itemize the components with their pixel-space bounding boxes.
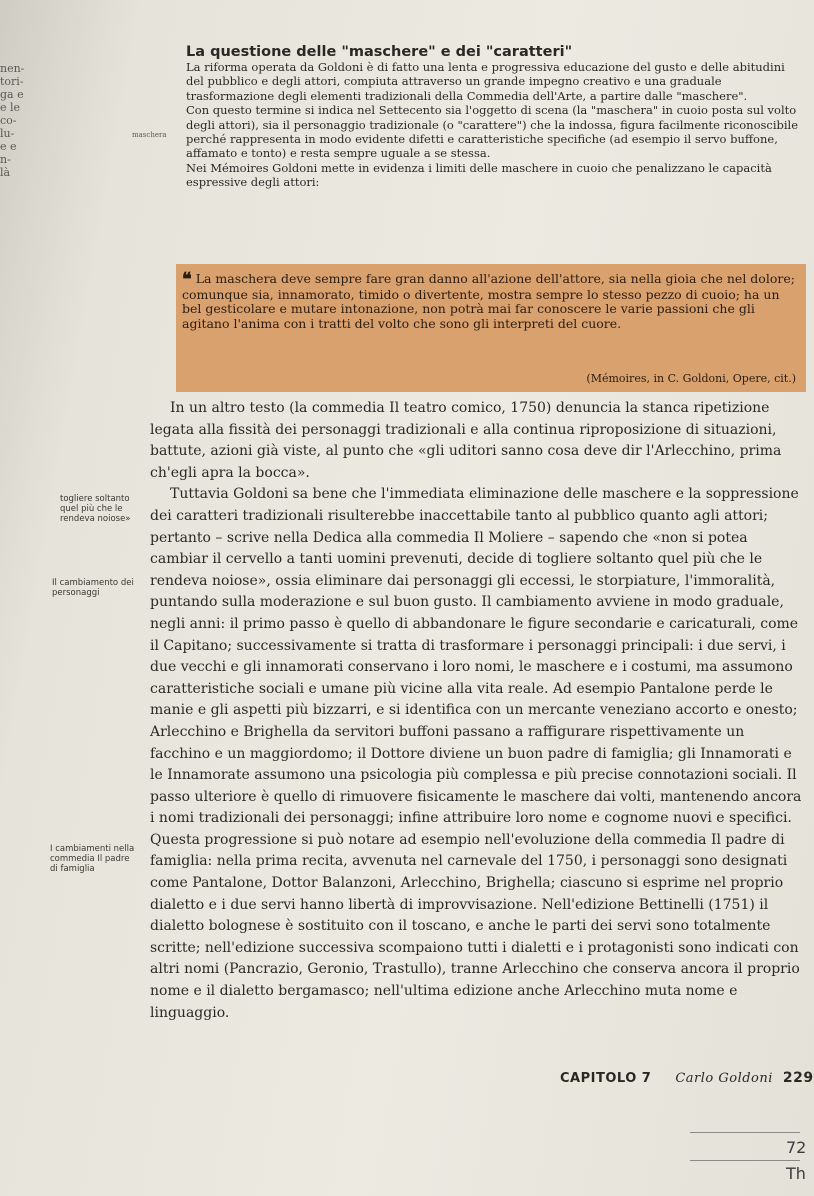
quote-box (176, 264, 806, 392)
margin-tag-maschera: maschera (132, 131, 167, 139)
ruled-line (690, 1132, 800, 1133)
previous-page-bleed (0, 62, 60, 179)
margin-note: togliere soltanto quel più che le rendeva noiose» (60, 494, 131, 524)
page-number: 229 (782, 1070, 814, 1086)
body-paragraph: Tuttavia Goldoni sa bene che l'immediata eliminazione delle maschere e la soppressione dei caratteri tradizionali risulterebbe inaccettabile tanto al pubblico quanto agli attori; pertanto – scrive nella Dedica alla commedia Il Moliere – sapendo che «non si potea cambiar il cervello a tanti uomini prevenuti, decide di togliere soltanto quel più che le rendeva noiose», ossia eliminare dai personaggi gli eccessi, le storpiature, l'immoralità, puntando sulla moderazione e sul buon gusto. Il cambiamento avviene in modo graduale, negli anni: il primo passo è quello di abbandonare le figure secondarie e caricaturali, come il Capitano; successivamente si tratta di trasformare i personaggi principali: i due servi, i due vecchi e gli innamorati conservano i loro nomi, le maschere e i costumi, ma assumono caratteristiche sociali e umane più vicine alla vita reale. Ad esempio Pantalone perde le manie e gli aspetti più bizzarri, e si identifica con un mercante veneziano accorto e onesto; Arlecchino e Brighella da servitori buffoni passano a raffigurare rispettivamente un facchino e un maggiordomo; il Dottore diviene un buon padre di famiglia; gli Innamorati e le Innamorate assumono una psicologia più complessa e più precise connotazioni sociali. Il passo ulteriore è quello di rimuovere fisicamente le maschere dai volti, mantenendo ancora i nomi tradizionali dei personaggi; infine attribuire loro nome e cognome nuovi e specifici. Questa progressione si può notare ad esempio nell'evoluzione della commedia Il padre di famiglia: nella prima recita, avvenuta nel carnevale del 1750, i personaggi sono designati come Pantalone, Dottor Balanzoni, Arlecchino, Brighella; ciascuno si esprime nel proprio dialetto e i due servi hanno libertà di improvvisazione. Nell'edizione Bettinelli (1751) il dialetto bolognese è sostituito con il toscano, e anche le parti dei servi sono totalmente scritte; nell'edizione successiva scompaiono tutti i dialetti e i protagonisti sono indicati con altri nomi (Pancrazio, Geronio, Trastullo), tranne Arlecchino che conserva ancora il proprio nome e il dialetto bergamasco; nell'ultima edizione anche Arlecchino muta nome e linguaggio. (150, 486, 802, 1021)
section-title: La questione delle "maschere" e dei "caratteri" (186, 44, 573, 60)
bleed-line: ga e (0, 88, 24, 101)
footer-author: Carlo Goldoni (675, 1071, 773, 1086)
margin-note: Il cambiamento dei personaggi (52, 578, 134, 598)
body-paragraph: In un altro testo (la commedia Il teatro comico, 1750) denuncia la stanca ripetizione legata alla fissità dei personaggi tradizionali e alla continua riproposizione di situazioni, battute, azioni già viste, al punto che «gli uditori sanno cosa deve dir l'Arlecchino, prima ch'egli apra la bocca». (150, 400, 782, 481)
intro-paragraph: Nei Mémoires Goldoni mette in evidenza i limiti delle maschere in cuoio che penalizzano le capacità espressive degli attori: (186, 160, 772, 190)
bleed-line: tori- (0, 75, 24, 88)
bleed-line: e le (0, 101, 21, 114)
intro-paragraph: La riforma operata da Goldoni è di fatto una lenta e progressiva educazione del gusto e delle abitudini del pubblico e degli attori, compiuta attraverso un grande impegno creativo e una graduale trasformazione degli elementi tradizionali della Commedia dell'Arte, a partire dalle "maschere". (186, 60, 785, 103)
page-footer (560, 1070, 814, 1086)
quote-mark-icon: ❝ (182, 269, 192, 290)
chapter-label: CAPITOLO 7 (560, 1071, 652, 1086)
quote-citation: (Mémoires, in C. Goldoni, Opere, cit.) (586, 371, 796, 385)
bleed-line: co- (0, 114, 17, 127)
intro-paragraph: Con questo termine si indica nel Settecento sia l'oggetto di scena (la "maschera" in cuoio posta sul volto degli attori), sia il personaggio tradizionale (o "carattere") che la indossa, figura facilmente riconoscibile perché rappresenta in modo evidente difetti e caratteristiche specifiche (ad esempio il servo buffone, affamato e tonto) e resta sempre uguale a se stessa. (186, 103, 799, 161)
handwritten-note: Th (786, 1164, 806, 1183)
quote-text: La maschera deve sempre fare gran danno all'azione dell'attore, sia nella gioia che nel dolore; comunque sia, innamorato, timido o divertente, mostra sempre lo stesso pezzo di cuoio; ha un bel gesticolare e mutare intonazione, non potrà mai far conoscere le varie passioni che gli agitano l'anima con i tratti del volto che sono gli interpreti del cuore. (182, 271, 795, 331)
ruled-line (690, 1160, 800, 1161)
bleed-line: là (0, 166, 11, 179)
bleed-line: nen- (0, 62, 25, 75)
bleed-line: n- (0, 153, 11, 166)
margin-note: I cambiamenti nella commedia Il padre di famiglia (50, 844, 135, 874)
bleed-line: e e (0, 140, 17, 153)
handwritten-note: 72 (786, 1138, 807, 1157)
main-text (150, 398, 802, 1024)
section-intro (186, 60, 806, 190)
bleed-line: lu- (0, 127, 15, 140)
